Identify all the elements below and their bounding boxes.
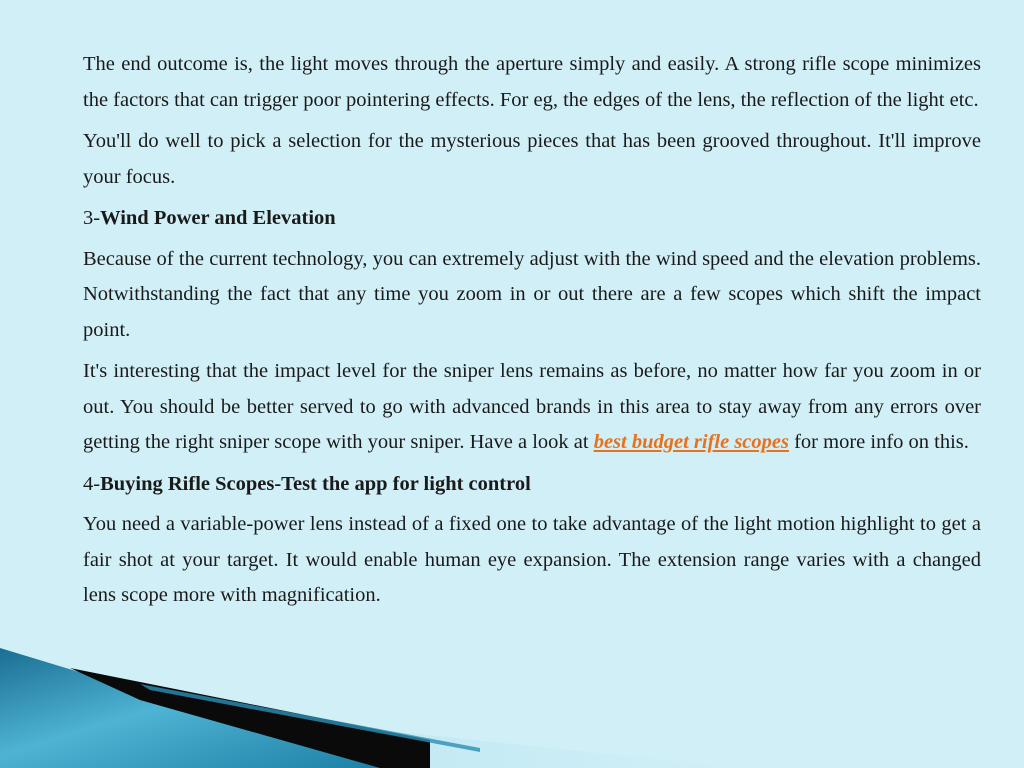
heading-buying-rifle-scopes <box>83 467 981 503</box>
decor-light-wedge <box>0 690 740 768</box>
paragraph-variable-power: You need a variable-power lens instead of a fixed one to take advantage of the light motion highlight to get a fair shot at your target. It would enable human eye expansion. The extension range varies with a changed lens scope more with magnification. <box>83 513 981 606</box>
document-body <box>83 47 981 620</box>
paragraph-selection: You'll do well to pick a selection for the mysterious pieces that has been grooved throughout. It'll improve your focus. <box>83 130 981 188</box>
decor-black-stripe <box>70 668 430 768</box>
heading-number: 4- <box>83 472 101 495</box>
paragraph-text: It's interesting that the impact level for the sniper lens remains as before, no matter how far you zoom in or out. You should be better served to go with advanced brands in this area to stay away from any errors over getting the right sniper scope with your sniper. Have a look at <box>83 360 981 453</box>
heading-wind-power <box>83 201 981 237</box>
heading-title: Wind Power and Elevation <box>100 207 336 229</box>
paragraph-text: for more info on this. <box>788 431 969 453</box>
heading-number: 3- <box>83 207 101 229</box>
paragraph-impact-level <box>83 354 981 461</box>
paragraph-technology: Because of the current technology, you can extremely adjust with the wind speed and the elevation problems. Notwithstanding the fact that any time you zoom in or out there are a few scopes which shift the impact point. <box>83 247 981 341</box>
paragraph-outcome: The end outcome is, the light moves through the aperture simply and easily. A strong rifle scope minimizes the factors that can trigger poor pointering effects. For eg, the edges of the lens, the reflection of the light etc. <box>83 53 981 111</box>
best-budget-rifle-scopes-link[interactable]: best budget rifle scopes <box>593 431 789 453</box>
decor-blue-wedge <box>0 648 395 768</box>
heading-title: Buying Rifle Scopes-Test the app for light control <box>100 472 531 495</box>
decor-thin-stripe <box>140 684 480 752</box>
